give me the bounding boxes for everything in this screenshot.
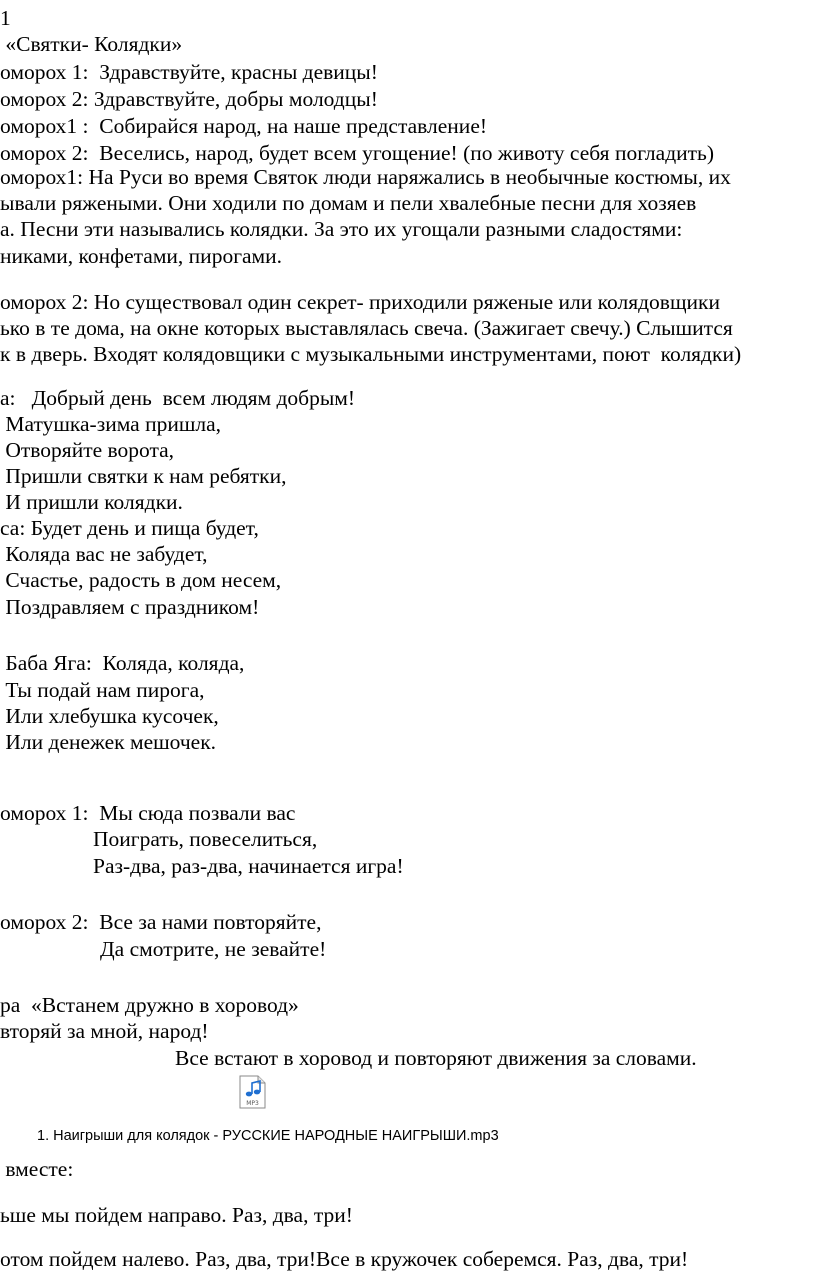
text-line: никами, конфетами, пирогами.	[0, 244, 283, 268]
verse-line: Или хлебушка кусочек,	[0, 704, 219, 728]
verse-line: Поздравляем с праздником!	[0, 595, 260, 619]
verse-line: Пришли святки к нам ребятки,	[0, 464, 287, 488]
text-line: а. Песни эти назывались колядки. За это их угощали разными сладостями:	[0, 217, 683, 241]
text-line: оморох 2: Но существовал один секрет- приходили ряженые или колядовщики	[0, 290, 720, 314]
document-title: «Святки- Колядки»	[0, 32, 183, 56]
verse-line: Счастье, радость в дом несем,	[0, 568, 282, 592]
text-line: вместе:	[0, 1157, 74, 1181]
attachment-filename[interactable]: 1. Наигрыши для колядок - РУССКИЕ НАРОДНЫЕ НАИГРЫШИ.mp3	[37, 1127, 499, 1144]
verse-line: са: Будет день и пища будет,	[0, 516, 259, 540]
text-line: ьше мы пойдем направо. Раз, два, три!	[0, 1203, 353, 1227]
text-line: оморох 2: Веселись, народ, будет всем угощение! (по животу себя погладить)	[0, 141, 715, 165]
verse-line: Раз-два, раз-два, начинается игра!	[93, 854, 404, 878]
text-line: ько в те дома, на окне которых выставлялась свеча. (Зажигает свечу.) Слышится	[0, 316, 733, 340]
text-line: оморох1 : Собирайся народ, на наше представление!	[0, 114, 488, 138]
verse-line: Баба Яга: Коляда, коляда,	[0, 651, 245, 675]
verse-line: Отворяйте ворота,	[0, 438, 175, 462]
text-line: ра «Встанем дружно в хоровод»	[0, 993, 299, 1017]
text-line: отом пойдем налево. Раз, два, три!Все в кружочек соберемся. Раз, два, три!	[0, 1247, 689, 1271]
text-line: оморох 1: Здравствуйте, красны девицы!	[0, 60, 378, 84]
verse-line: Поиграть, повеселиться,	[93, 827, 318, 851]
mp3-file-icon-graphic	[237, 1075, 267, 1109]
text-line: вторяй за мной, народ!	[0, 1019, 209, 1043]
text-line: к в дверь. Входят колядовщики с музыкальными инструментами, поют колядки)	[0, 342, 742, 366]
verse-line: Или денежек мешочек.	[0, 730, 217, 754]
text-line: оморох 2: Все за нами повторяйте,	[0, 910, 322, 934]
text-line: оморох 2: Здравствуйте, добры молодцы!	[0, 87, 378, 111]
text-line: оморох 1: Мы сюда позвали вас	[0, 801, 296, 825]
verse-line: И пришли колядки.	[0, 490, 183, 514]
verse-line: Да смотрите, не зевайте!	[100, 937, 327, 961]
text-line: оморох1: На Руси во время Святок люди наряжались в необычные костюмы, их	[0, 165, 731, 189]
verse-line: Коляда вас не забудет,	[0, 542, 208, 566]
verse-line: а: Добрый день всем людям добрым!	[0, 386, 356, 410]
verse-line: Матушка-зима пришла,	[0, 412, 222, 436]
stage-direction: Все встают в хоровод и повторяют движения за словами.	[175, 1046, 697, 1070]
text-line: ывали ряжеными. Они ходили по домам и пели хвалебные песни для хозяев	[0, 191, 697, 215]
mp3-icon-label: MP3	[246, 1100, 259, 1107]
verse-line: Ты подай нам пирога,	[0, 678, 205, 702]
page-number: 1	[0, 6, 11, 30]
mp3-file-icon[interactable]	[237, 1075, 267, 1109]
